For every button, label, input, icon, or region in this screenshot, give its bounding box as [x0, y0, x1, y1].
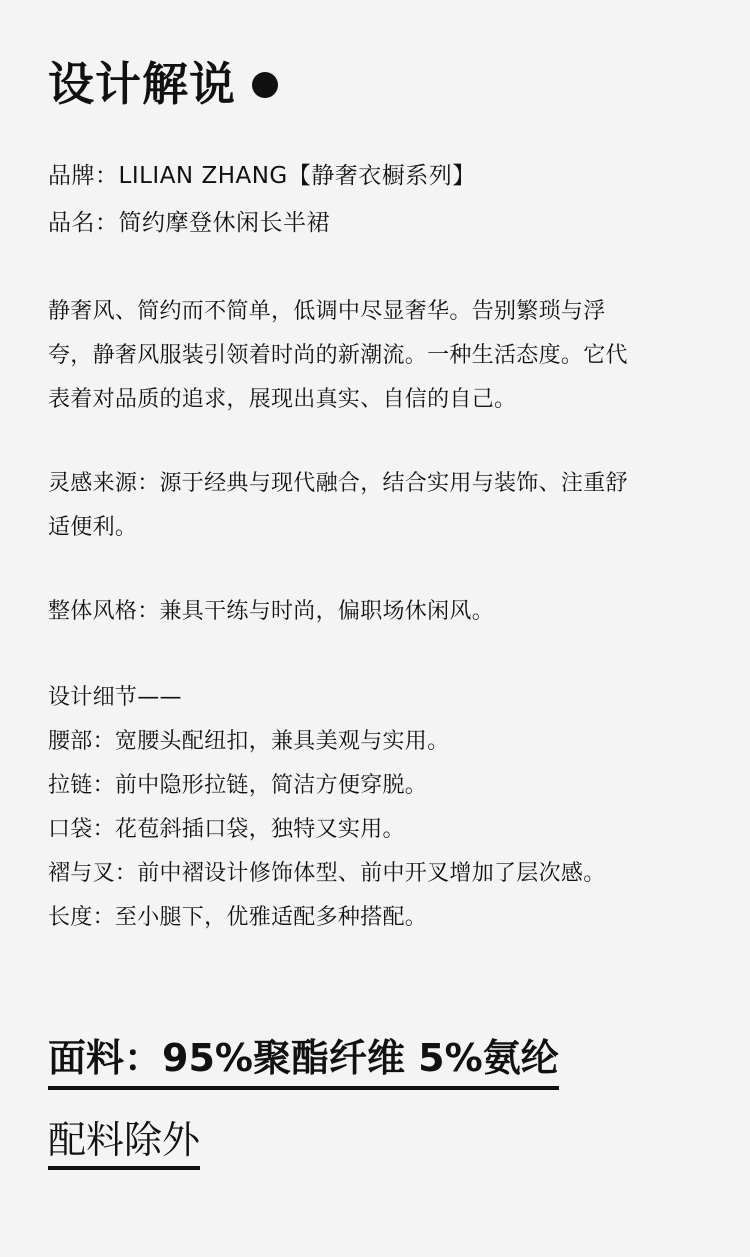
title-row	[48, 52, 278, 116]
style-paragraph	[48, 590, 708, 634]
intro-line: 表着对品质的追求，展现出真实、自信的自己。	[48, 387, 517, 412]
inspiration-line: 灵感来源：源于经典与现代融合，结合实用与装饰、注重舒	[48, 471, 628, 496]
fabric-composition: 面料：95%聚酯纤维 5%氨纶	[48, 1030, 559, 1090]
product-name-line: 品名：简约摩登休闲长半裙	[48, 210, 330, 236]
inspiration-line: 适便利。	[48, 515, 138, 540]
page-title: 设计解说	[48, 57, 236, 111]
inspiration-paragraph	[48, 462, 708, 550]
brand-line: 品牌：LILIAN ZHANG【静奢衣橱系列】	[48, 163, 476, 189]
detail-item: 腰部：宽腰头配纽扣，兼具美观与实用。	[48, 729, 450, 754]
details-heading: 设计细节——	[48, 685, 182, 710]
detail-item: 褶与叉：前中褶设计修饰体型、前中开叉增加了层次感。	[48, 861, 606, 886]
intro-line: 夸，静奢风服装引领着时尚的新潮流。一种生活态度。它代	[48, 343, 628, 368]
bullet-dot-icon	[252, 72, 278, 98]
intro-line: 静奢风、简约而不简单，低调中尽显奢华。告别繁琐与浮	[48, 299, 606, 324]
detail-item: 口袋：花苞斜插口袋，独特又实用。	[48, 817, 405, 842]
intro-paragraph	[48, 290, 708, 422]
detail-item: 拉链：前中隐形拉链，简洁方便穿脱。	[48, 773, 428, 798]
design-details	[48, 676, 708, 940]
fabric-note: 配料除外	[48, 1114, 200, 1170]
style-line: 整体风格：兼具干练与时尚，偏职场休闲风。	[48, 599, 495, 624]
detail-item: 长度：至小腿下，优雅适配多种搭配。	[48, 905, 428, 930]
